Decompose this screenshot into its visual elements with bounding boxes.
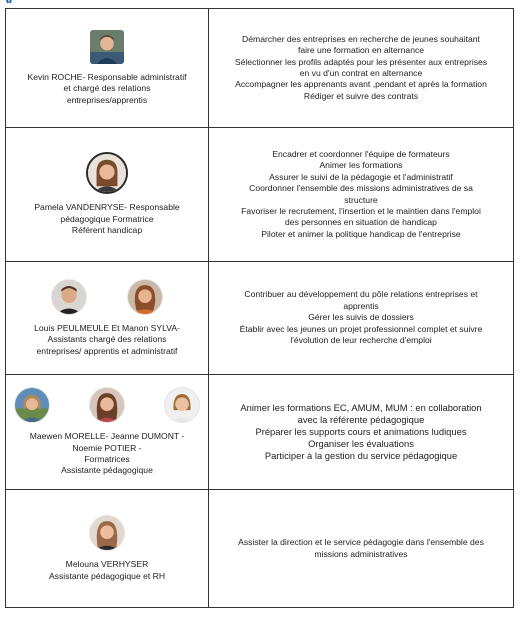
task-line: Animer les formations EC, AMUM, MUM : en collaboration xyxy=(240,402,482,413)
table-row xyxy=(6,262,514,375)
maewen-morelle-photo xyxy=(14,387,50,423)
louis-peulmeule-photo xyxy=(51,279,87,315)
task-line: Préparer les supports cours et animations ludiques xyxy=(255,426,467,437)
person-line: Louis PEULMEULE Et Manon SYLVA- xyxy=(34,322,180,333)
pamela-vandenryse-photo xyxy=(86,152,128,194)
table-row xyxy=(6,9,514,128)
person-line: entreprises/ apprentis et administratif xyxy=(36,345,178,356)
task-line: Contribuer au développement du pôle relations entreprises et xyxy=(244,289,478,300)
tasks-cell xyxy=(209,9,514,128)
melouna-verhyser-photo xyxy=(89,515,125,551)
task-line: Gérer les suivis de dossiers xyxy=(308,312,414,323)
manon-sylva-photo xyxy=(127,279,163,315)
person-line: Melouna VERHYSER xyxy=(65,559,149,570)
person-line: Assistante pédagogique xyxy=(61,465,153,476)
person-line: Référent handicap xyxy=(71,225,143,236)
task-line: Coordonner l'ensemble des missions administratives de sa xyxy=(249,183,473,194)
task-line: Assurer le suivi de la pédagogie et l'administratif xyxy=(269,171,453,182)
table-row xyxy=(6,128,514,262)
person-line: Assistante pédagogique et RH xyxy=(48,570,166,581)
person-cell xyxy=(6,262,209,375)
task-line: Démarcher des entreprises en recherche de jeunes souhaitant xyxy=(242,33,480,44)
person-line: Noemie POTIER - xyxy=(72,442,142,453)
tasks-cell xyxy=(209,375,514,490)
person-line: et chargé des relations xyxy=(63,83,151,94)
task-line: Organiser les évaluations xyxy=(308,438,414,449)
task-line: l'évolution de leur recherche d'emploi xyxy=(290,335,432,346)
noemie-potier-photo xyxy=(164,387,200,423)
person-line: Pamela VANDENRYSE- Responsable xyxy=(34,202,180,213)
person-line: entreprises/apprentis xyxy=(66,94,148,105)
person-line: Assistants chargé des relations xyxy=(47,334,167,345)
task-line: Encadrer et coordonner l'équipe de formateurs xyxy=(272,148,450,159)
person-cell xyxy=(6,9,209,128)
task-line: Piloter et animer la politique handicap de l'entreprise xyxy=(261,228,461,239)
task-line: Assister la direction et le service pédagogie dans l'ensemble des xyxy=(238,537,484,548)
task-line: Accompagner les apprenants avant ,pendant et après la formation xyxy=(235,79,487,90)
task-line: en vu d'un contrat en alternance xyxy=(299,68,423,78)
tasks-cell xyxy=(209,490,514,608)
table-row xyxy=(6,490,514,608)
table-row xyxy=(6,375,514,490)
task-line: apprentis xyxy=(343,300,379,311)
task-line: missions administratives xyxy=(314,548,408,559)
kevin-roche-photo xyxy=(90,30,124,64)
person-cell xyxy=(6,375,209,490)
task-line: Rédiger et suivre des contrats xyxy=(303,90,419,101)
task-line: Participer à la gestion du service pédagogique xyxy=(264,450,458,461)
person-line: Maewen MORELLE- Jeanne DUMONT - xyxy=(29,431,185,442)
task-line: structure xyxy=(344,194,378,205)
task-line: Animer les formations xyxy=(319,160,403,171)
task-line: des personnes en situation de handicap xyxy=(285,217,437,228)
tasks-cell xyxy=(209,128,514,262)
task-line: Favoriser le recrutement, l'insertion et le maintien dans l'emploi xyxy=(241,205,481,216)
task-line: Sélectionner les profils adaptés pour les présenter aux entreprises xyxy=(234,56,488,67)
tasks-cell xyxy=(209,262,514,375)
person-line: pédagogique Formatrice xyxy=(60,213,154,224)
person-cell xyxy=(6,490,209,608)
roles-table xyxy=(5,8,514,608)
task-line: faire une formation en alternance xyxy=(297,45,425,56)
person-cell xyxy=(6,128,209,262)
task-line: Établir avec les jeunes un projet professionnel complet et suivre xyxy=(239,323,483,334)
person-line: Formatrices xyxy=(84,454,130,464)
jeanne-dumont-photo xyxy=(89,387,125,423)
corner-fragment-icon xyxy=(2,0,24,4)
person-line: Kevin ROCHE- Responsable administratif xyxy=(27,71,187,82)
task-line: avec la référente pédagogique xyxy=(297,414,425,425)
